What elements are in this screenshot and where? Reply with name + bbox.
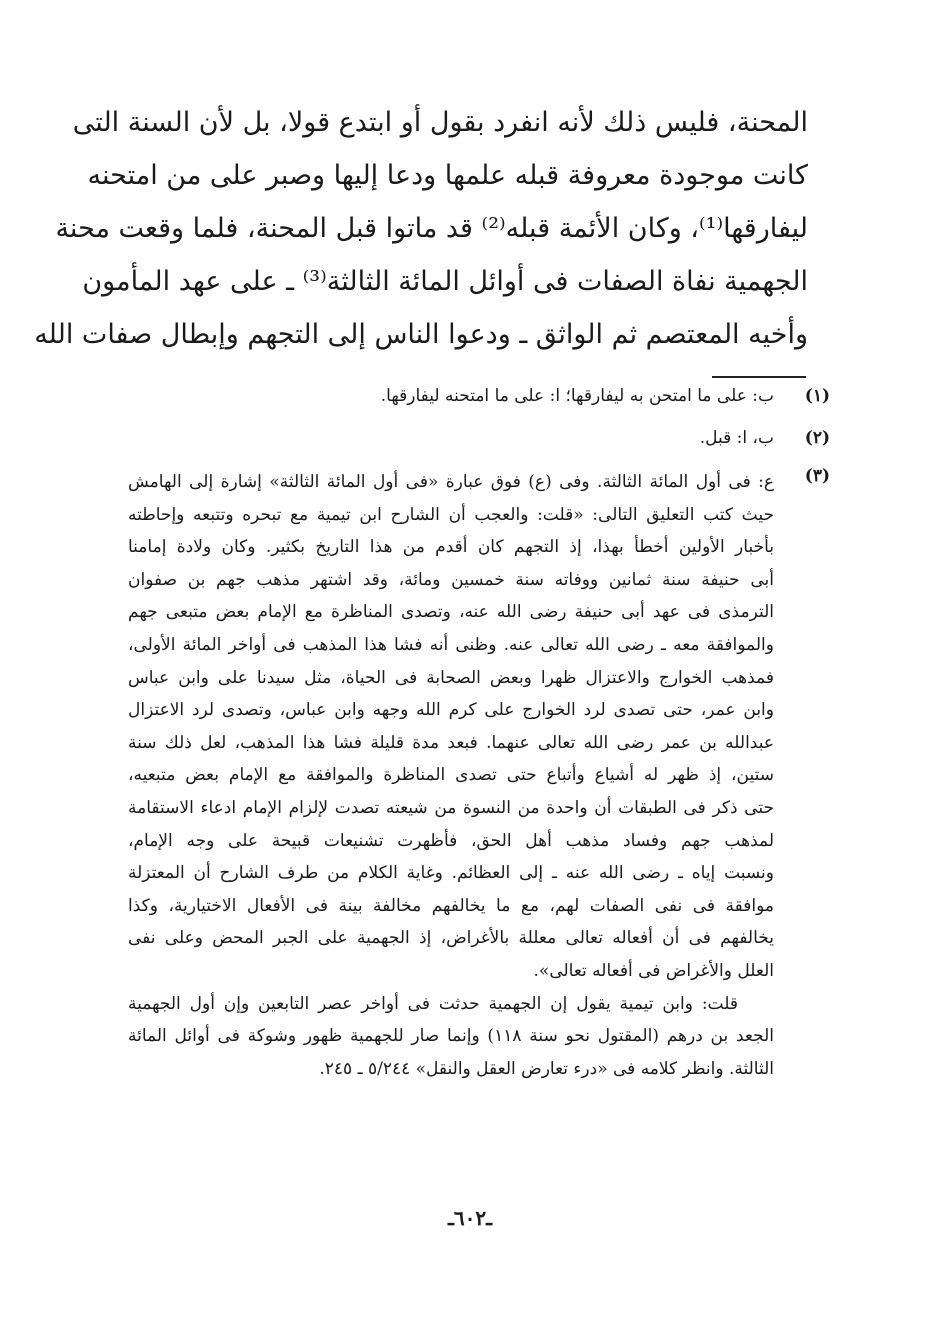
main-text-line: المحنة، فليس ذلك لأنه انفرد بقول أو ابتدع قولا، بل لأن السنة التى [72,107,808,138]
footnote-line: حتى ذكر فى الطبقات أن واحدة من النسوة من شيعته تصدت لإلزام الإمام ادعاء الاستقامة [128,797,774,818]
footnote-number: (٣) [804,466,830,486]
footnote-number: (٢) [804,428,830,448]
footnote-2 [128,424,830,452]
footnote-line: قلت: وابن تيمية يقول إن الجهمية حدثت فى أواخر عصر التابعين وإن أول الجهمية [128,993,738,1014]
footnote-line: وابن عمر، حتى تصدى لرد الخوارج على كرم الله وجهه وابن عباس، وتصدى لرد الاعتزال [128,700,774,721]
footnotes-section [128,382,830,1085]
footnote-separator [712,376,806,378]
footnote-line: أبى حنيفة سنة ثمانين ووفاته سنة خمسين ومائة، وقد اشتهر مذهب جهم بن صفوان [128,569,774,590]
main-text-line: كانت موجودة معروفة قبله علمها ودعا إليها وصبر على من امتحنه [87,160,808,191]
footnote-line: ونسبت إياه ـ رضى الله عنه ـ إلى العظائم. وغاية الكلام من طرف الشارح أن المعتزلة [128,863,774,884]
footnote-line: الثالثة. وانظر كلامه فى «درء تعارض العقل والنقل» ٥/٢٤٤ ـ ٢٤٥. [319,1058,774,1079]
main-text-line: وأخيه المعتصم ثم الواثق ـ ودعوا الناس إلى التجهم وإبطال صفات الله [34,319,808,350]
footnote-1 [128,382,830,410]
footnote-line: موافقة فى نفى الصفات لهم، مع ما يخالفهم مخالفة بينة فى الأفعال الاختيارية، وكذا [128,895,774,916]
footnote-line: العلل والأغراض فى أفعاله تعالى». [533,960,774,981]
footnote-line: ستين، إذ ظهر له أشياع وأتباع حتى تصدى المناظرة والموافقة مع الإمام بعض متبعيه، [128,765,774,786]
footnote-3 [128,466,830,1085]
footnote-line: بأخبار الأولين أخطأ بهذا، إذ التجهم كان أقدم من هذا التاريخ بكثير. وكان ولادة إمامنا [128,537,774,558]
footnote-line: عبدالله بن عمر رضى الله تعالى عنهما. فبعد مدة قليلة فشا هذا المذهب، لعل ذلك سنة [128,732,774,753]
footnote-continuation [128,988,774,1086]
footnote-line: الترمذى فى عهد أبى حنيفة رضى الله عنه، وتصدى المناظرة مع الإمام بعض متبعى جهم [128,602,774,623]
main-text-line: الجهمية نفاة الصفات فى أوائل المائة الثالثة⁽³⁾ ـ على عهد المأمون [82,266,808,297]
page-number: ـ٦٠٢ـ [448,1206,492,1230]
footnote-line: حيث كتب التعليق التالى: «قلت: والعجب أن الشارح ابن تيمية مع تبحره وتتبعه وإحاطته [128,504,774,525]
footnote-text [128,466,774,988]
footnote-line: يخالفهم فى أن أفعاله تعالى معللة بالأغراض، إذ الجهمية على الجبر المحض وعلى نفى [128,928,774,949]
footnote-text: ب: على ما امتحن به ليفارقها؛ ا: على ما امتحنه ليفارقها. [380,386,774,406]
footnote-number: (١) [804,386,830,406]
footnote-line: والموافقة معه ـ رضى الله تعالى عنه. وظنى أنه فشا هذا المذهب فى أواخر المائة الأولى، [128,634,774,655]
footnote-line: لمذهب جهم وفساد مذهب أهل الحق، فأظهرت تشنيعات قبيحة على وجه الإمام، [128,830,774,851]
footnote-line: فمذهب الخوارج والاعتزال ظهرا وبعض الصحابة فى الحياة، مثل سيدنا على وابن عباس [128,667,774,688]
footnote-line: الجعد بن درهم (المقتول نحو سنة ١١٨) وإنما صار للجهمية ظهور وشوكة فى أوائل المائة [128,1026,774,1047]
main-text-line: ليفارقها⁽¹⁾، وكان الأئمة قبله⁽²⁾ قد ماتوا قبل المحنة، فلما وقعت محنة [55,213,808,244]
footnote-line: ع: فى أول المائة الثالثة. وفى (ع) فوق عبارة «فى أول المائة الثالثة» إشارة إلى الهامش [128,472,774,492]
footnote-text: ب، ا: قبل. [699,428,774,448]
main-text-block [34,96,808,361]
